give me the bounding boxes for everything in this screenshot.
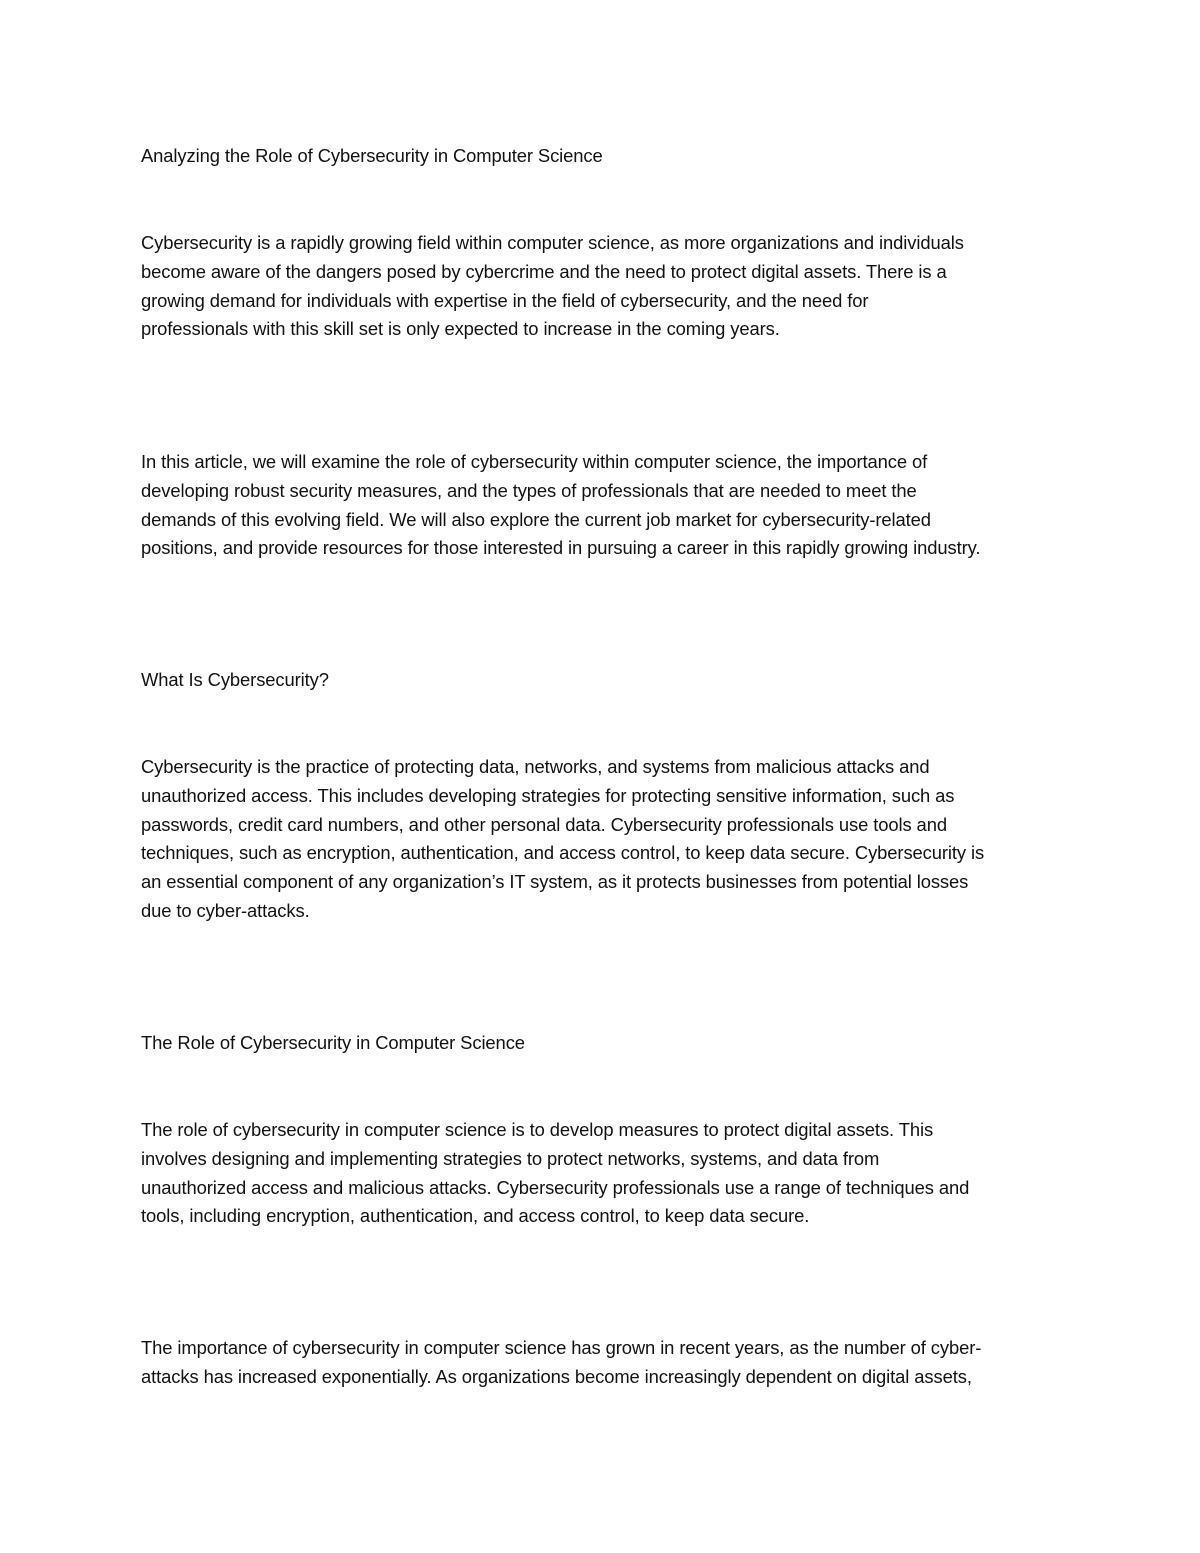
role-paragraph-1 bbox=[141, 1116, 1066, 1231]
text-line: professionals with this skill set is only expected to increase in the coming years. bbox=[141, 318, 780, 340]
text-line: developing robust security measures, and the types of professionals that are needed to meet the bbox=[141, 479, 917, 501]
text-line: unauthorized access and malicious attacks. Cybersecurity professionals use a range of techniques and bbox=[141, 1176, 970, 1198]
text-line: become aware of the dangers posed by cybercrime and the need to protect digital assets. There is a bbox=[141, 260, 947, 282]
title-line: Analyzing the Role of Cybersecurity in Computer Science bbox=[141, 145, 603, 166]
heading-line: What Is Cybersecurity? bbox=[141, 669, 329, 690]
text-line: The role of cybersecurity in computer science is to develop measures to protect digital assets. This bbox=[141, 1119, 934, 1140]
section-heading-role bbox=[141, 1029, 1066, 1058]
text-line: due to cyber-attacks. bbox=[141, 899, 310, 921]
text-line: unauthorized access. This includes developing strategies for protecting sensitive information, such as bbox=[141, 784, 955, 806]
heading-line: The Role of Cybersecurity in Computer Science bbox=[141, 1032, 525, 1053]
text-line: attacks has increased exponentially. As organizations become increasingly dependent on digital assets, bbox=[141, 1365, 972, 1387]
text-line: an essential component of any organization’s IT system, as it protects businesses from potential losses bbox=[141, 871, 969, 893]
section-heading-what-is-cybersecurity bbox=[141, 666, 1066, 695]
text-line: Cybersecurity is a rapidly growing field within computer science, as more organizations and individuals bbox=[141, 232, 964, 253]
text-line: passwords, credit card numbers, and other personal data. Cybersecurity professionals use tools and bbox=[141, 813, 947, 835]
what-is-cybersecurity-paragraph bbox=[141, 753, 1066, 926]
text-line: techniques, such as encryption, authentication, and access control, to keep data secure. Cybersecurity is bbox=[141, 842, 985, 864]
intro-paragraph-1 bbox=[141, 229, 1066, 344]
text-line: involves designing and implementing strategies to protect networks, systems, and data from bbox=[141, 1147, 880, 1169]
text-line: tools, including encryption, authentication, and access control, to keep data secure. bbox=[141, 1205, 810, 1227]
text-line: Cybersecurity is the practice of protecting data, networks, and systems from malicious attacks and bbox=[141, 756, 930, 777]
document-title bbox=[141, 142, 1066, 171]
text-line: The importance of cybersecurity in computer science has grown in recent years, as the number of cyber- bbox=[141, 1337, 982, 1358]
text-line: growing demand for individuals with expertise in the field of cybersecurity, and the need for bbox=[141, 289, 869, 311]
text-line: In this article, we will examine the role of cybersecurity within computer science, the importance of bbox=[141, 451, 928, 472]
text-line: demands of this evolving field. We will also explore the current job market for cybersecurity-related bbox=[141, 508, 931, 530]
intro-paragraph-2 bbox=[141, 448, 1066, 563]
text-line: positions, and provide resources for those interested in pursuing a career in this rapidly growing industry. bbox=[141, 537, 981, 559]
role-paragraph-2 bbox=[141, 1334, 1066, 1392]
